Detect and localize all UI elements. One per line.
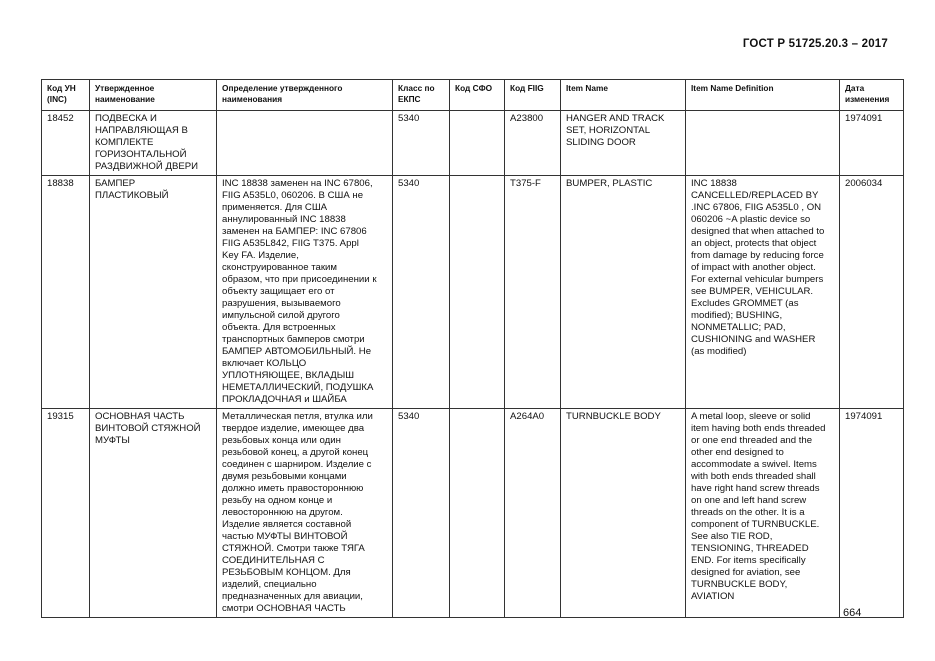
cell-item-name: HANGER AND TRACK SET, HORIZONTAL SLIDING DOOR xyxy=(561,111,686,176)
col-header-item-name: Item Name xyxy=(561,80,686,111)
cell-inc: 18838 xyxy=(42,176,90,409)
cell-sfo-code xyxy=(450,111,505,176)
cell-name-definition: INC 18838 заменен на INC 67806, FIIG A535L0, 060206. В США не применяется. Для США аннулированный INC 18838 заменен на БАМПЕР: INC 67806 FIIG A535L842, FIIG T375. Appl Key FA. Изделие, сконструированное таким образом, что при присоединении к объекту защищает его от разрушения, вызываемого импульсной силой другого объекта. Для встроенных транспортных бамперов смотри БАМПЕР АВТОМОБИЛЬНЫЙ. Не включает КОЛЬЦО УПЛОТНЯЮЩЕЕ, ВКЛАДЫШ НЕМЕТАЛЛИЧЕСКИЙ, ПОДУШКА ПРОКЛАДОЧНАЯ и ШАЙБА xyxy=(217,176,393,409)
table-row xyxy=(42,111,904,176)
table-row xyxy=(42,176,904,409)
col-header-fiig-code: Код FIIG xyxy=(505,80,561,111)
cell-item-name-definition: INC 18838 CANCELLED/REPLACED BY .INC 67806, FIIG A535L0 , ON 060206 ~A plastic device so designed that when attached to an object, protects that object from damage by reducing force of impact with another object. For external vehicular bumpers see BUMPER, VEHICULAR. Excludes GROMMET (as modified); BUSHING, NONMETALLIC; PAD, CUSHIONING and WASHER (as modified) xyxy=(686,176,840,409)
cell-name-definition: Металлическая петля, втулка или твердое изделие, имеющее два резьбовых конца или один резьбовой конец, а другой конец соединен с шарниром. Изделие с двумя резьбовыми концами должно иметь правостороннюю резьбу на одном конце и левостороннюю на другом. Изделие является составной частью МУФТЫ ВИНТОВОЙ СТЯЖНОЙ. Смотри также ТЯГА СОЕДИНИТЕЛЬНАЯ С РЕЗЬБОВЫМ КОНЦОМ. Для изделий, специально предназначенных для авиации, смотри ОСНОВНАЯ ЧАСТЬ xyxy=(217,409,393,618)
col-header-inc: Код УН (INC) xyxy=(42,80,90,111)
table-row xyxy=(42,409,904,618)
cell-ekps-class: 5340 xyxy=(393,176,450,409)
nomenclature-table xyxy=(41,79,904,618)
cell-item-name: BUMPER, PLASTIC xyxy=(561,176,686,409)
table-header-row xyxy=(42,80,904,111)
cell-inc: 19315 xyxy=(42,409,90,618)
cell-fiig-code: T375-F xyxy=(505,176,561,409)
cell-sfo-code xyxy=(450,176,505,409)
cell-approved-name: ОСНОВНАЯ ЧАСТЬ ВИНТОВОЙ СТЯЖНОЙ МУФТЫ xyxy=(90,409,217,618)
col-header-name-definition: Определение утвержденного наименования xyxy=(217,80,393,111)
col-header-change-date: Дата изменения xyxy=(840,80,904,111)
cell-item-name: TURNBUCKLE BODY xyxy=(561,409,686,618)
cell-ekps-class: 5340 xyxy=(393,111,450,176)
col-header-ekps-class: Класс по ЕКПС xyxy=(393,80,450,111)
col-header-sfo-code: Код СФО xyxy=(450,80,505,111)
cell-sfo-code xyxy=(450,409,505,618)
cell-change-date: 2006034 xyxy=(840,176,904,409)
document-header: ГОСТ Р 51725.20.3 – 2017 xyxy=(742,38,888,50)
page-number: 664 xyxy=(843,607,862,619)
cell-fiig-code: A23800 xyxy=(505,111,561,176)
cell-change-date: 1974091 xyxy=(840,409,904,618)
cell-item-name-definition: A metal loop, sleeve or solid item having both ends threaded or one end threaded and the other end designed to accommodate a swivel. Items with both ends threaded shall have right hand screw threads on one and left hand screw threads on the other. It is a component of TURNBUCKLE. See also TIE ROD, TENSIONING, THREADED END. For items specifically designed for aviation, see TURNBUCKLE BODY, AVIATION xyxy=(686,409,840,618)
cell-name-definition xyxy=(217,111,393,176)
cell-inc: 18452 xyxy=(42,111,90,176)
cell-change-date: 1974091 xyxy=(840,111,904,176)
cell-item-name-definition xyxy=(686,111,840,176)
col-header-item-name-definition: Item Name Definition xyxy=(686,80,840,111)
cell-ekps-class: 5340 xyxy=(393,409,450,618)
cell-fiig-code: A264A0 xyxy=(505,409,561,618)
cell-approved-name: ПОДВЕСКА И НАПРАВЛЯЮЩАЯ В КОМПЛЕКТЕ ГОРИЗОНТАЛЬНОЙ РАЗДВИЖНОЙ ДВЕРИ xyxy=(90,111,217,176)
col-header-approved-name: Утвержденное наименование xyxy=(90,80,217,111)
cell-approved-name: БАМПЕР ПЛАСТИКОВЫЙ xyxy=(90,176,217,409)
